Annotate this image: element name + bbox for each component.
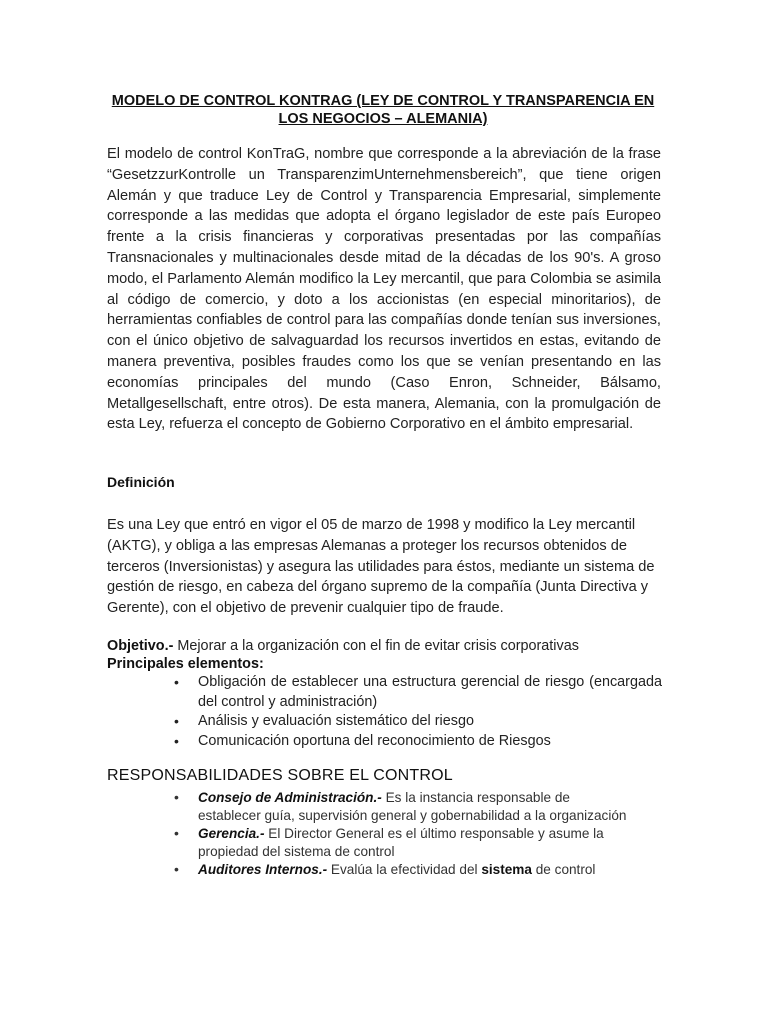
list-item-text-end: de control: [531, 861, 596, 877]
list-item: [174, 673, 662, 712]
objetivo-text: Mejorar a la organización con el fin de evitar crisis corporativas: [173, 638, 579, 654]
objetivo-label: Objetivo.-: [107, 638, 174, 654]
principales-list: [174, 673, 662, 751]
list-item-text: Comunicación oportuna del reconocimiento de Riesgos: [198, 732, 551, 749]
definicion-heading: Definición: [107, 474, 175, 490]
bullet-icon: •: [174, 674, 179, 690]
principales-heading: Principales elementos:: [107, 656, 264, 672]
list-item-text: El Director General es el último responsable y asume la propiedad del sistema de control: [198, 825, 604, 859]
bullet-icon: •: [174, 789, 179, 805]
bullet-icon: •: [174, 732, 179, 749]
definicion-paragraph: Es una Ley que entró en vigor el 05 de marzo de 1998 y modifico la Ley mercantil (AKTG), y obliga a las empresas Alemanas a proteger los recursos obtenidos de terceros (Inversionistas) y asegura las utilidades para éstos, mediante un sistema de gestión de riesgo, en cabeza del órgano supremo de la compañía (Junta Directiva y Gerente), con el objetivo de prevenir cualquier tipo de fraude.: [107, 517, 655, 617]
list-item-bold-word: sistema: [481, 861, 532, 877]
list-item-text: Evalúa la efectividad del: [327, 861, 482, 877]
bullet-icon: •: [174, 860, 179, 877]
intro-paragraph: El modelo de control KonTraG, nombre que corresponde a la abreviación de la frase “GesetzzurKontrolle un TransparenzimUnternehmensbereich”, que tiene origen Alemán y que traduce Ley de Control y Transparencia Empresarial, simplemente corresponde a las medidas que adopta el órgano legislador de este país Europeo frente a la crisis financieras y corporativas presentadas por las compañías Transnacionales y multinacionales desde mitad de la décadas de los 90's. A groso modo, el Parlamento Alemán modifico la Ley mercantil, que para Colombia se asimila al código de comercio, y doto a los accionistas (en especial minoritarios), de herramientas confiables de control para las compañías donde tenían sus inversiones, con el único objetivo de salvaguardad los recursos invertidos en estas, evitando de manera preventiva, posibles fraudes como los que se venían presentando en las economías principales del mundo (Caso Enron, Schneider, Bálsamo, Metallgesellschaft, entre otros). De esta manera, Alemania, con la promulgación de esta Ley, refuerza el concepto de Gobierno Corporativo en el ámbito empresarial.: [107, 146, 661, 433]
list-item: [174, 789, 634, 825]
responsabilidades-list: [174, 789, 634, 879]
responsabilidades-heading: RESPONSABILIDADES SOBRE EL CONTROL: [107, 767, 453, 784]
list-item: [174, 712, 662, 732]
objetivo-line: [107, 637, 667, 656]
bullet-icon: •: [174, 824, 179, 841]
bullet-icon: •: [174, 713, 179, 729]
list-item: [174, 732, 662, 752]
list-item-text: Análisis y evaluación sistemático del riesgo: [198, 713, 474, 729]
list-item-term: Gerencia.-: [198, 825, 265, 841]
list-item-term: Consejo de Administración.-: [198, 790, 382, 805]
document-title: MODELO DE CONTROL KONTRAG (LEY DE CONTROL Y TRANSPARENCIA EN LOS NEGOCIOS – ALEMANIA): [111, 93, 655, 127]
list-item-text: Obligación de establecer una estructura gerencial de riesgo (encargada del control y administración): [198, 674, 662, 710]
list-item-text: Es la instancia responsable de establecer guía, supervisión general y gobernabilidad a la organización: [198, 790, 627, 823]
list-item: [174, 861, 634, 879]
list-item: [174, 825, 634, 861]
list-item-term: Auditores Internos.-: [198, 861, 328, 877]
